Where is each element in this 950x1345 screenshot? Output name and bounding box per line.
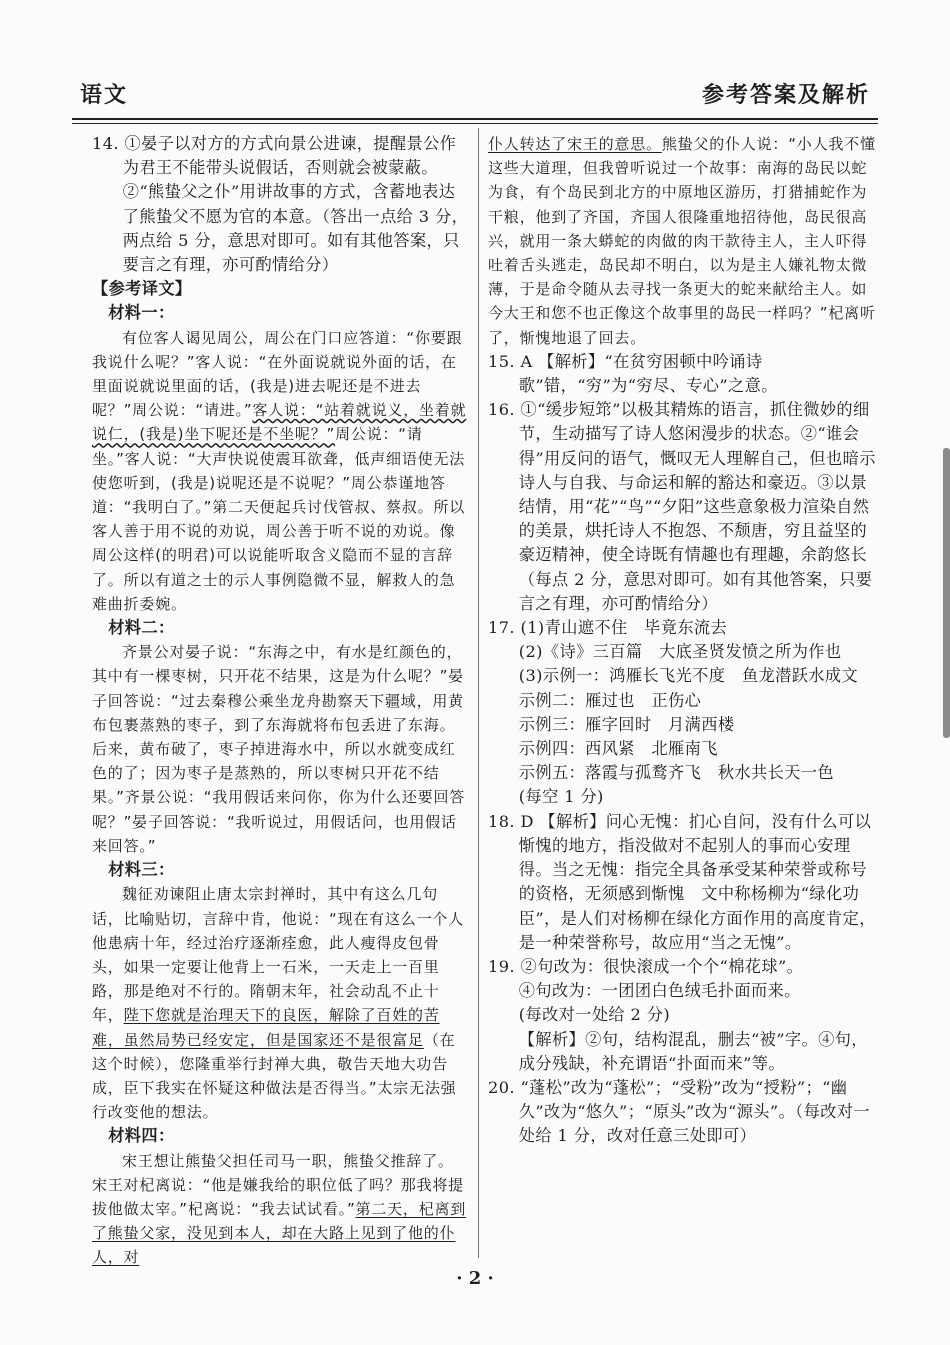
- answer-18: 18. D 【解析】问心无愧：扪心自问，没有什么可以惭愧的地方，指没做对不起别人的事而心安理得。当之无愧：指完全具备承受某种荣誉或称号的资格，无须感到惭愧 文中称杨柳为“绿化功臣”，是人们对杨柳在绿化方面作用的高度肯定，是一种荣誉称号，故应用“当之无愧”。: [488, 811, 876, 952]
- answer-17-example-4: 示例四：西风紧 北雁南飞: [518, 739, 718, 759]
- material-3-part-b: （在这个时候），您隆重举行封禅大典，敬告天地大功告成，臣下我实在怀疑这种做法是否得当。”太宗无法强行改变他的想法。: [92, 1030, 457, 1122]
- answer-19-analysis: 【解析】②句，结构混乱，删去“被”字。④句，成分残缺，补充谓语“扑面而来”等。: [518, 1029, 868, 1073]
- material-2-text: 齐景公对晏子说：“东海之中，有水是红颜色的，其中有一棵枣树，只开花不结果，这是为什么呢？”晏子回答说：“过去秦穆公乘坐龙舟勘察天下疆域，用黄布包裹蒸熟的枣子，到了东海就将布包丢进了东海。后来，黄布破了，枣子掉进海水中，所以水就变成红色的了；因为枣子是蒸熟的，所以枣树只开花不结果。”齐景公说：“我用假话来问你，你为什么还要回答呢？”晏子回答说：“我听说过，用假话问，也用假话来回答。”: [92, 643, 466, 855]
- answer-17-example-5: 示例五：落霞与孤鹜齐飞 秋水共长天一色: [518, 763, 834, 783]
- material-1-part-b: 周公说：“请坐。”客人说：“大声快说使震耳欲聋，低声细语使无法使您听到，(我是)说呢还是不说呢？”周公恭谨地答道：“我明白了。”第二天便起兵讨伐管叔、蔡叔。所以客人善于用不说的劝说，周公善于听不说的劝说。像周公这样(的明君)可以说能听取含义隐而不显的言辞了。所以有道之士的示人事例隐微不显，解救人的急难曲折委婉。: [92, 425, 466, 613]
- material-1-title: 材料一：: [108, 303, 175, 323]
- material-1-part-a: 有位客人谒见周公，周公在门口应答道：“你要跟我说什么呢？”客人说：“在外面说就说外面的话，在里面说就说里面的话，(我是)进去呢还是不进去呢？”周公说：“请进。”: [92, 328, 463, 420]
- answer-14: 14. ①晏子以对方的方式向景公进谏，提醒景公作为君王不能带头说假话，否则就会被蒙蔽。②“熊蛰父之仆”用讲故事的方式，含蓄地表达了熊蛰父不愿为官的本意。（答出一点给 3 分，两点给 5 分，意思对即可。如有其他答案，只要言之有理，亦可酌情给分）: [92, 134, 469, 275]
- right-column: [488, 132, 881, 1149]
- material-4-part-a: 宋王想让熊蛰父担任司马一职，熊蛰父推辞了。宋王对杞离说：“他是嫌我给的职位低了吗？那我将提拔他做太宰。”杞离说：“我去试试看。”: [92, 1151, 464, 1218]
- material-1-wavy-underline: 客人说：“站着就说义，坐着就说仁，(我是)坐下呢还是不坐呢？”: [92, 401, 467, 444]
- answer-17-score: (每空 1 分): [518, 787, 604, 807]
- section-title: 参考答案及解析: [701, 82, 870, 108]
- answer-17-example-3: 示例三：雁字回时 月满西楼: [518, 714, 735, 734]
- column-divider: [478, 128, 479, 1258]
- answer-19-b: ④句改为：一团团白色绒毛扑面而来。: [518, 981, 801, 1001]
- answer-19-score: (每改对一处给 2 分): [518, 1005, 671, 1025]
- answer-17-example-2: 示例二：雁过也 正伤心: [518, 690, 702, 710]
- material-4-underline: 第二天，杞离到了熊蛰父家，没见到本人，却在大路上见到了他的仆人，对: [92, 1199, 467, 1267]
- material-1-text: [92, 326, 469, 616]
- material-4-title: 材料四：: [108, 1126, 175, 1146]
- answer-17-3: (3)示例一：鸿雁长飞光不度 鱼龙潜跃水成文: [518, 666, 859, 686]
- subject-title: 语文: [80, 82, 129, 108]
- material-4-continued: [488, 132, 881, 350]
- material-3-title: 材料三：: [108, 860, 175, 880]
- answer-19-a: 19. ②句改为：很快滚成一个个“棉花球”。: [488, 956, 804, 976]
- header-rule: [72, 118, 878, 120]
- material-3-part-a: 魏征劝谏阻止唐太宗封禅时，其中有这么几句话，比喻贴切，言辞中肯，他说：“现在有这么一个人他患病十年，经过治疗逐渐痊愈，此人瘦得皮包骨头，如果一定要让他背上一石米，一天走上一百里路，那是绝对不行的。隋朝末年，社会动乱不止十年，: [92, 885, 464, 1025]
- scrollbar[interactable]: [943, 448, 950, 738]
- answer-15: 15. A 【解析】“在贫穷困顿中吟诵诗歌”错，“穷”为“穷尽、专心”之意。: [488, 351, 778, 396]
- reference-translation-title: 【参考译文】: [92, 279, 192, 299]
- answer-17-1: 17. (1)青山遮不住 毕竟东流去: [488, 618, 728, 638]
- answer-16: 16. ①“缓步短筇”以极其精炼的语言，抓住微妙的细节，生动描写了诗人悠闲漫步的状态。②“谁会得”用反问的语气，慨叹无人理解自己，但也暗示诗人与自我、与命运和解的豁达和豪迈。③以景结情，用“花”“鸟”“夕阳”这些意象极力渲染自然的美景，烘托诗人不抱怨、不颓唐，穷且益坚的豪迈精神，使全诗既有情趣也有理趣，余韵悠长（每点 2 分，意思对即可。如有其他答案，只要言之有理，亦可酌情给分）: [488, 400, 876, 613]
- material-2-title: 材料二：: [108, 618, 175, 638]
- header-rule-thin: [72, 123, 878, 124]
- material-3-underline: 陛下您就是治理天下的良医，解除了百姓的苦难，虽然局势已经安定，但是国家还不是很富足: [92, 1006, 440, 1049]
- left-column: [92, 132, 469, 1270]
- answer-17-2: (2)《诗》三百篇 大底圣贤发愤之所为作也: [518, 642, 842, 662]
- material-3-text: [92, 882, 469, 1124]
- page-header: [80, 78, 870, 118]
- material-4-continued-underline: 仆人转达了宋王的意思。: [488, 135, 662, 153]
- material-4-continued-text: 熊蛰父的仆人说：“小人我不懂这些大道理，但我曾听说过一个故事：南海的岛民以蛇为食，有个岛民到北方的中原地区游历，打猎捕蛇作为干粮，他到了齐国，齐国人很隆重地招待他，岛民很高兴，就用一条大蟒蛇的肉做的肉干款待主人，主人吓得吐着舌头逃走，岛民却不明白，以为是主人嫌礼物太微薄，于是命令随从去寻找一条更大的蛇来献给主人。如今大王和您不也正像这个故事里的岛民一样吗？”杞离听了，惭愧地退了回去。: [488, 135, 876, 347]
- material-4-text: [92, 1149, 469, 1270]
- answer-20: 20. “蓬松”改为“蓬松”；“受粉”改为“授粉”；“幽久”改为“悠久”；“原头”改为“源头”。（每改对一处给 1 分，改对任意三处即可）: [488, 1077, 870, 1146]
- page-number: · 2 ·: [456, 1268, 494, 1289]
